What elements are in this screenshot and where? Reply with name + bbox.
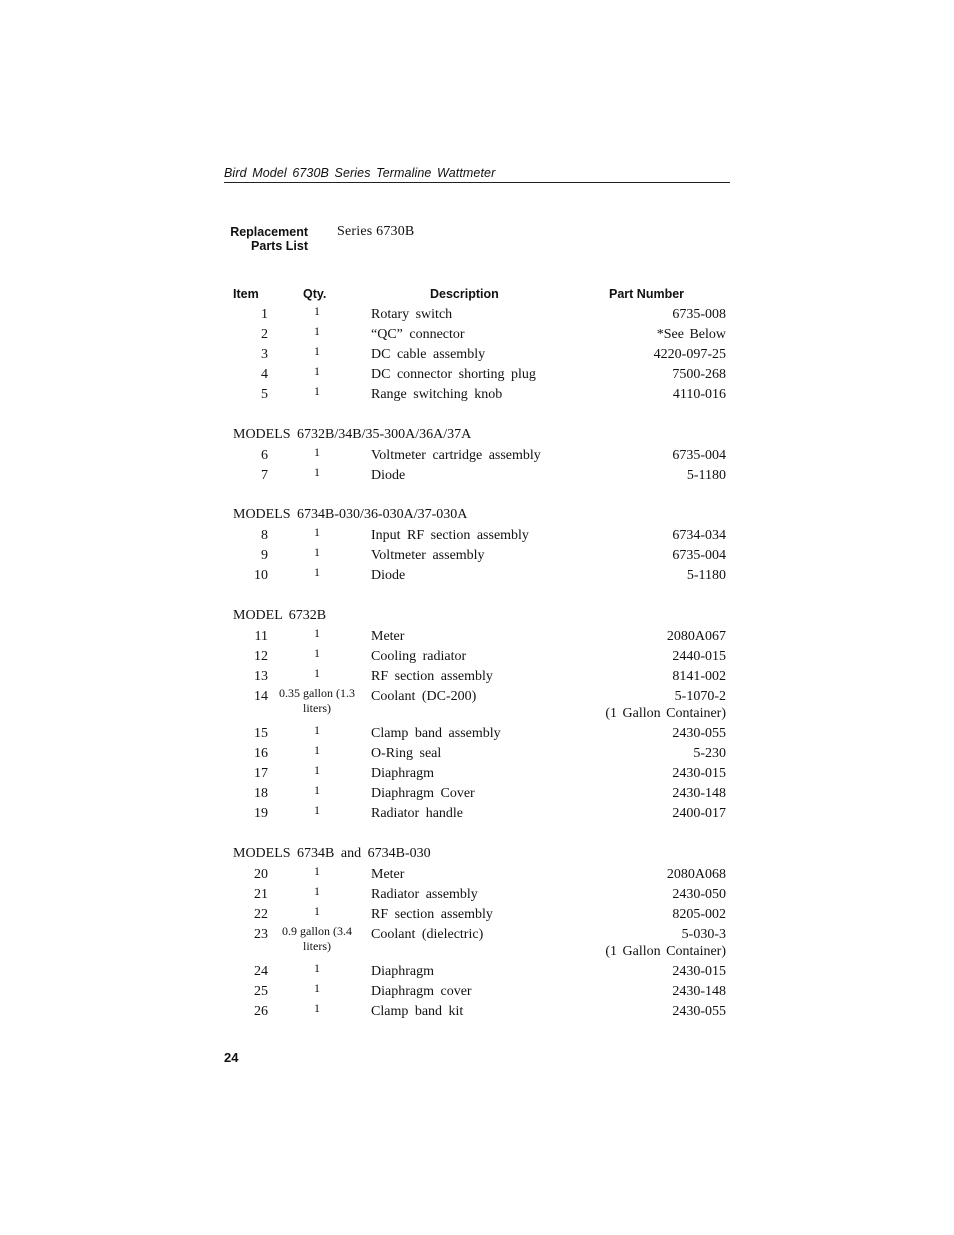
page-number: 24 bbox=[224, 1050, 239, 1065]
part-number-cell bbox=[672, 765, 726, 782]
description: Coolant (dielectric) bbox=[371, 927, 484, 942]
part-number: 5-030-3 bbox=[681, 927, 726, 942]
item-number: 8 bbox=[261, 528, 268, 543]
part-number: 8205-002 bbox=[672, 907, 726, 922]
item-number: 22 bbox=[254, 907, 268, 922]
item-number: 26 bbox=[254, 1004, 268, 1019]
section-title: Series 6730B bbox=[337, 224, 415, 239]
quantity: 1 bbox=[314, 344, 320, 358]
item-number: 17 bbox=[254, 766, 268, 781]
item-number: 11 bbox=[254, 629, 268, 644]
quantity: 1 bbox=[314, 324, 320, 338]
quantity: 1 bbox=[314, 465, 320, 479]
quantity: 1 bbox=[314, 904, 320, 918]
description: Diaphragm cover bbox=[371, 984, 472, 999]
item-number: 14 bbox=[254, 689, 268, 704]
description: Input RF section assembly bbox=[371, 528, 529, 543]
description: Cooling radiator bbox=[371, 649, 467, 664]
item-number: 13 bbox=[254, 669, 268, 684]
quantity: 1 bbox=[314, 743, 320, 757]
description: DC connector shorting plug bbox=[371, 367, 536, 382]
description: Diaphragm bbox=[371, 964, 434, 979]
quantity: 1 bbox=[314, 783, 320, 797]
item-number: 12 bbox=[254, 649, 268, 664]
header-rule bbox=[224, 182, 730, 183]
part-number-cell bbox=[693, 745, 726, 762]
part-number: 5-1180 bbox=[686, 468, 726, 483]
quantity: 1 bbox=[314, 565, 320, 579]
quantity: 1 bbox=[314, 384, 320, 398]
part-number-cell bbox=[605, 688, 726, 722]
description: Diode bbox=[371, 468, 406, 483]
description: RF section assembly bbox=[371, 669, 493, 684]
part-number: *See Below bbox=[656, 327, 726, 342]
quantity: 1 bbox=[314, 763, 320, 777]
part-note: (1 Gallon Container) bbox=[605, 706, 726, 721]
quantity: 1 bbox=[314, 803, 320, 817]
item-number: 2 bbox=[261, 327, 268, 342]
part-number-cell bbox=[657, 326, 726, 343]
part-number-cell bbox=[672, 306, 726, 323]
item-number: 5 bbox=[261, 387, 268, 402]
description: Coolant (DC-200) bbox=[371, 689, 477, 704]
part-number: 2430-050 bbox=[672, 887, 726, 902]
part-number-cell bbox=[667, 628, 726, 645]
part-number-cell bbox=[672, 906, 726, 923]
part-number: 8141-002 bbox=[672, 669, 726, 684]
quantity: 1 bbox=[314, 646, 320, 660]
description: Rotary switch bbox=[371, 307, 453, 322]
part-number: 5-1180 bbox=[686, 568, 726, 583]
part-number: 7500-268 bbox=[672, 367, 726, 382]
quantity: 1 bbox=[314, 1001, 320, 1015]
quantity: 1 bbox=[314, 961, 320, 975]
quantity: 1 bbox=[314, 723, 320, 737]
item-number: 20 bbox=[254, 867, 268, 882]
description: Meter bbox=[371, 629, 405, 644]
part-number-cell bbox=[654, 346, 726, 363]
part-number: 2430-015 bbox=[672, 964, 726, 979]
item-number: 3 bbox=[261, 347, 268, 362]
item-number: 7 bbox=[261, 468, 268, 483]
part-number: 2430-015 bbox=[672, 766, 726, 781]
item-number: 24 bbox=[254, 964, 268, 979]
description: RF section assembly bbox=[371, 907, 493, 922]
part-number-cell bbox=[672, 983, 726, 1000]
part-number-cell bbox=[687, 567, 726, 584]
item-number: 19 bbox=[254, 806, 268, 821]
description: Diaphragm Cover bbox=[371, 786, 475, 801]
item-number: 1 bbox=[261, 307, 268, 322]
part-number: 2080A067 bbox=[666, 629, 726, 644]
part-number: 6735-004 bbox=[672, 548, 726, 563]
part-number: 2430-055 bbox=[672, 726, 726, 741]
description: Voltmeter assembly bbox=[371, 548, 485, 563]
quantity: 1 bbox=[314, 626, 320, 640]
item-number: 21 bbox=[254, 887, 268, 902]
quantity: 1 bbox=[314, 545, 320, 559]
part-number-cell bbox=[672, 447, 726, 464]
quantity: 1 bbox=[314, 981, 320, 995]
quantity: 1 bbox=[314, 864, 320, 878]
part-number: 2430-148 bbox=[672, 984, 726, 999]
part-number-cell bbox=[673, 386, 726, 403]
part-number: 2400-017 bbox=[672, 806, 726, 821]
part-number: 5-230 bbox=[693, 746, 726, 761]
part-number: 4220-097-25 bbox=[653, 347, 726, 362]
description: Clamp band kit bbox=[371, 1004, 464, 1019]
part-number: 2080A068 bbox=[666, 867, 726, 882]
part-note: (1 Gallon Container) bbox=[605, 944, 726, 959]
description: Meter bbox=[371, 867, 405, 882]
description: Diode bbox=[371, 568, 406, 583]
quantity: 1 bbox=[314, 525, 320, 539]
part-number-cell bbox=[672, 886, 726, 903]
quantity: 0.9 gallon (3.4 liters) bbox=[282, 924, 352, 953]
section-label-line2: Parts List bbox=[251, 239, 308, 253]
part-number-cell bbox=[672, 1003, 726, 1020]
description: Range switching knob bbox=[371, 387, 503, 402]
description: Radiator assembly bbox=[371, 887, 478, 902]
part-number: 6735-008 bbox=[672, 307, 726, 322]
part-number-cell bbox=[672, 963, 726, 980]
part-number-cell bbox=[672, 547, 726, 564]
part-number-cell bbox=[672, 366, 726, 383]
item-number: 16 bbox=[254, 746, 268, 761]
part-number-cell bbox=[672, 648, 726, 665]
description: “QC” connector bbox=[371, 327, 465, 342]
quantity: 1 bbox=[314, 666, 320, 680]
item-number: 15 bbox=[254, 726, 268, 741]
description: DC cable assembly bbox=[371, 347, 486, 362]
part-number-cell bbox=[667, 866, 726, 883]
quantity: 1 bbox=[314, 364, 320, 378]
item-number: 4 bbox=[261, 367, 268, 382]
item-number: 6 bbox=[261, 448, 268, 463]
part-number-cell bbox=[605, 926, 726, 960]
group-title: MODELS 6732B/34B/35-300A/36A/37A bbox=[233, 427, 472, 442]
column-header-description: Description bbox=[430, 287, 499, 301]
group-title: MODEL 6732B bbox=[233, 608, 327, 623]
group-title: MODELS 6734B-030/36-030A/37-030A bbox=[233, 507, 468, 522]
section-label-line1: Replacement bbox=[230, 225, 308, 239]
item-number: 18 bbox=[254, 786, 268, 801]
quantity: 1 bbox=[314, 304, 320, 318]
part-number-cell bbox=[672, 725, 726, 742]
part-number: 2430-148 bbox=[672, 786, 726, 801]
part-number-cell bbox=[687, 467, 726, 484]
part-number: 5-1070-2 bbox=[674, 689, 726, 704]
part-number-cell bbox=[672, 527, 726, 544]
part-number: 6734-034 bbox=[672, 528, 726, 543]
part-number: 4110-016 bbox=[672, 387, 726, 402]
item-number: 10 bbox=[254, 568, 268, 583]
item-number: 23 bbox=[254, 927, 268, 942]
section-label bbox=[226, 225, 308, 253]
column-header-item: Item bbox=[233, 287, 259, 301]
part-number: 2430-055 bbox=[672, 1004, 726, 1019]
item-number: 9 bbox=[261, 548, 268, 563]
part-number-cell bbox=[672, 668, 726, 685]
item-number: 25 bbox=[254, 984, 268, 999]
description: Voltmeter cartridge assembly bbox=[371, 448, 541, 463]
quantity: 0.35 gallon (1.3 liters) bbox=[279, 686, 355, 715]
description: Diaphragm bbox=[371, 766, 434, 781]
part-number-cell bbox=[672, 805, 726, 822]
column-header-part-number: Part Number bbox=[609, 287, 685, 301]
part-number: 2440-015 bbox=[672, 649, 726, 664]
part-number: 6735-004 bbox=[672, 448, 726, 463]
part-number-cell bbox=[672, 785, 726, 802]
column-header-qty: Qty. bbox=[303, 287, 327, 301]
description: Clamp band assembly bbox=[371, 726, 501, 741]
quantity: 1 bbox=[314, 445, 320, 459]
description: Radiator handle bbox=[371, 806, 464, 821]
quantity: 1 bbox=[314, 884, 320, 898]
description: O-Ring seal bbox=[371, 746, 442, 761]
running-header: Bird Model 6730B Series Termaline Wattmeter bbox=[224, 166, 496, 180]
group-title: MODELS 6734B and 6734B-030 bbox=[233, 846, 431, 861]
